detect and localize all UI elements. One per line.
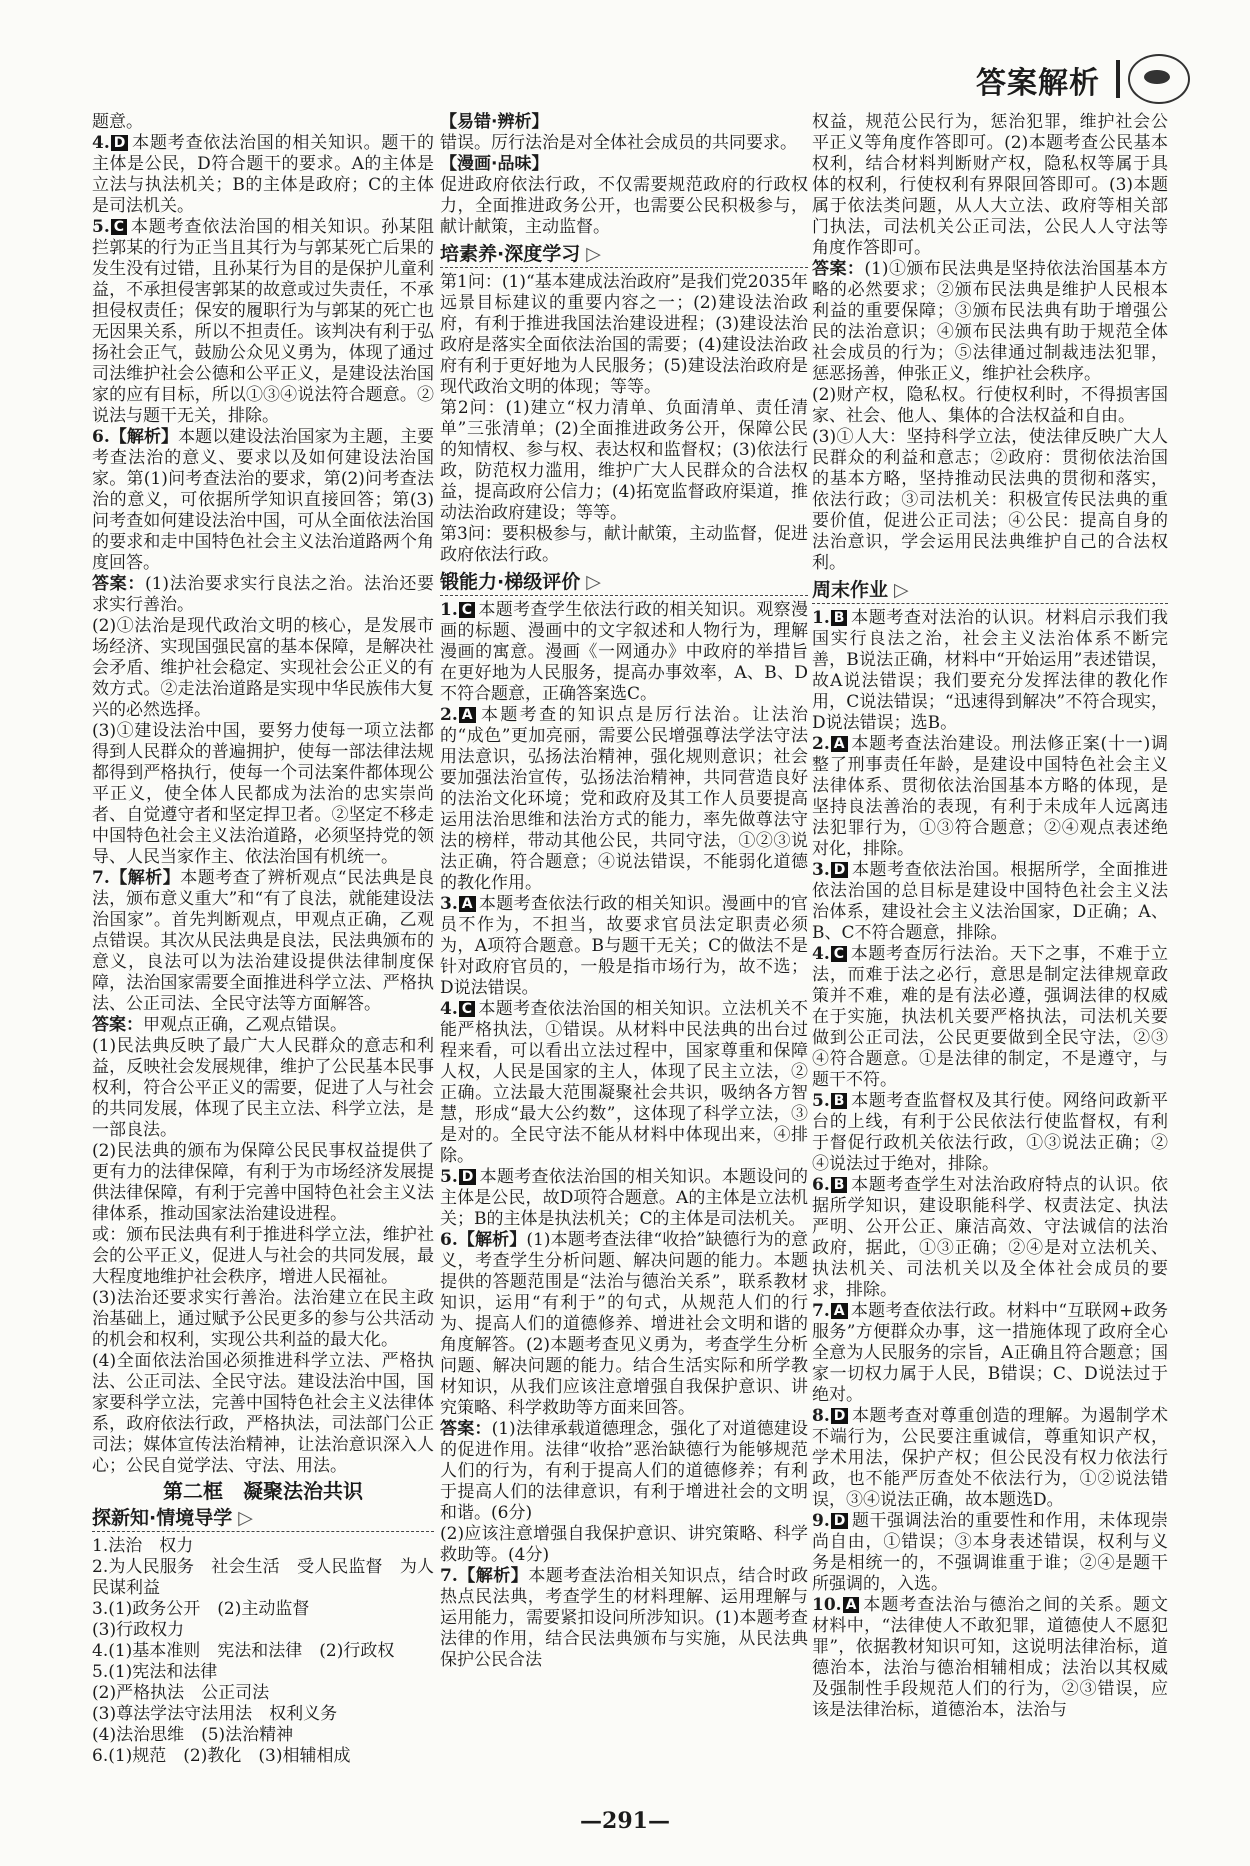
answer-item bbox=[812, 112, 1168, 259]
answer-letter: C bbox=[831, 946, 847, 962]
explore-item: 3.(1)政务公开 (2)主动监督 bbox=[92, 1599, 310, 1619]
item-number: 1. bbox=[812, 608, 830, 628]
item-text: 本题考查了辨析观点“民法典是良法，颁布意义重大”和“有了良法，就能建设法治国家”。首先判断观点，甲观点正确，乙观点错误。其次从民法典是良法，民法典颁布的意义，良法可以为法治建设提供法律制度保障，法治国家需要全面推进科学立法、严格执法、公正司法、全民守法等方面解答。 bbox=[92, 868, 434, 1014]
label-tag: 【解析】 bbox=[457, 1230, 527, 1250]
item-text: 权益，规范公民行为，惩治犯罪，维护社会公平正义等角度作答即可。(2)本题考查公民基本权利，结合材料判断财产权，隐私权等属于具体的权利，行使权利有界限回答即可。(3)本题属于依法类问题，从人大立法、政府等相关部门执法，司法机关公正司法，公民人人守法等角度作答即可。 bbox=[812, 112, 1168, 258]
answer-letter: A bbox=[831, 736, 848, 752]
answer-letter: C bbox=[459, 602, 475, 618]
answer-item bbox=[812, 1406, 1168, 1511]
answer-letter: A bbox=[459, 707, 476, 723]
answer-item bbox=[440, 1566, 808, 1671]
item-text: 本题考查依法治国的相关知识。题干的主体是公民，D符合题干的要求。A的主体是立法与执法机关；B的主体是政府；C的主体是司法机关。 bbox=[92, 133, 434, 216]
explore-item: 4.(1)基本准则 宪法和法律 (2)行政权 bbox=[92, 1641, 395, 1661]
label-tag: 答案： bbox=[812, 259, 865, 279]
item-number: 1. bbox=[440, 600, 458, 620]
item-text: 错误。厉行法治是对全体社会成员的共同要求。 bbox=[440, 133, 797, 153]
answer-item bbox=[92, 868, 434, 1015]
section-arrow-icon: ▷ bbox=[586, 571, 601, 593]
answer-item bbox=[440, 999, 808, 1167]
answer-letter: B bbox=[831, 1177, 848, 1193]
item-text: (1)民法典反映了最广大人民群众的意志和利益，反映社会发展规律，维护了公民基本民事权利，符合公平正义的需要，促进了人与社会的共同发展，体现了民主立法、科学立法，是一部良法。 bbox=[92, 1036, 434, 1140]
item-text: (1)法律承载道德理念，强化了对道德建设的促进作用。法律“收拾”恶治缺德行为能够规范人们的行为，有利于提高人们的道德修养；有利于提高人们的法律意识，有利于增进社会的文明和谐。(6分) bbox=[440, 1419, 808, 1523]
label-tag: 【解析】 bbox=[109, 868, 181, 888]
answer-item bbox=[440, 705, 808, 894]
explore-item: (4)法治思维 (5)法治精神 bbox=[92, 1725, 294, 1745]
explore-item: 1.法治 权力 bbox=[92, 1536, 194, 1556]
item-text: 促进政府依法行政，不仅需要规范政府的行政权力，全面推进政务公开，也需要公民积极参与，献计献策，主动监督。 bbox=[440, 175, 808, 237]
item-text: 本题考查依法行政的相关知识。漫画中的官员不作为，不担当，故要求官员法定职责必须为，A项符合题意。B与题干无关；C的做法不是针对政府官员的，一般是指市场行为，故不选；D说法错误。 bbox=[440, 894, 808, 998]
item-text: 本题考查对法治的认识。材料启示我们我国实行良法之治，社会主义法治体系不断完善，B说法正确，材料中“开始运用”表述错误，故A说法错误；我们要充分发挥法律的教化作用，C说法错误；“迅速得到解决”不符合现实，D说法错误；选B。 bbox=[812, 608, 1168, 733]
item-text: 本题考查依法治国。根据所学，全面推进依法治国的总目标是建设中国特色社会主义法治体系，建设社会主义法治国家，D正确；A、B、C不符合题意，排除。 bbox=[812, 860, 1168, 943]
answer-item bbox=[440, 1524, 808, 1566]
section-deep bbox=[440, 244, 808, 268]
item-text: (2)应该注意增强自我保护意识、讲究策略、科学救助等。(4分) bbox=[440, 1524, 808, 1565]
answer-item bbox=[92, 427, 434, 574]
answer-item bbox=[92, 133, 434, 217]
answer-item bbox=[92, 1288, 434, 1351]
answer-letter: C bbox=[111, 219, 127, 235]
eye-logo-icon bbox=[1128, 54, 1190, 104]
explore-item: (3)行政权力 bbox=[92, 1620, 185, 1640]
answer-item bbox=[440, 1230, 808, 1419]
item-number: 4. bbox=[812, 944, 830, 964]
answer-letter: D bbox=[831, 1408, 849, 1424]
answer-item bbox=[812, 1091, 1168, 1175]
answer-letter: B bbox=[831, 610, 848, 626]
label-tag: 答案： bbox=[440, 1419, 492, 1439]
item-number: 2. bbox=[812, 734, 830, 754]
column-middle bbox=[440, 112, 808, 1671]
section-grade bbox=[440, 572, 808, 596]
item-text: 本题考查依法治国的相关知识。孙某阻拦郭某的行为正当且其行为与郭某死亡后果的发生没有过错，且孙某行为目的是保护儿童利益，不承担侵害郭某的故意或过失责任，不承担侵权责任；保安的履职行为与郭某的死亡也无因果关系，所以不担责任。该判决有利于弘扬社会正气，鼓励公众见义勇为，体现了通过司法维护社会公德和公平正义，是建设法治国家的应有目标，所以①③④说法符合题意。②说法与题干无关，排除。 bbox=[92, 217, 434, 426]
header-title: 答案解析 bbox=[976, 66, 1100, 101]
section-arrow-icon: ▷ bbox=[894, 579, 909, 601]
item-number: 8. bbox=[812, 1406, 830, 1426]
column-right bbox=[812, 112, 1168, 1721]
item-number: 6. bbox=[440, 1230, 458, 1250]
answer-item bbox=[812, 427, 1168, 574]
item-text: 本题考查学生对法治政府特点的认识。依据所学知识，建设职能科学、权责法定、执法严明、公开公正、廉洁高效、守法诚信的法治政府，据此，①③正确；②④是对立法机关、执法机关、司法机关以及全体社会成员的要求，排除。 bbox=[812, 1175, 1168, 1300]
answer-letter: D bbox=[831, 862, 849, 878]
answer-item bbox=[812, 1175, 1168, 1301]
item-text: (2)民法典的颁布为保障公民民事权益提供了更有力的法律保障，有利于为市场经济发展提供法律保障，有利于完善中国特色社会主义法律体系，推动国家法治建设进程。 bbox=[92, 1141, 434, 1224]
item-text: 本题考查法治建设。刑法修正案(十一)调整了刑事责任年龄，是建设中国特色社会主义法律体系、贯彻依法治国基本方略的体现，是坚持良法善治的表现，有利于未成年人远离违法犯罪行为，①③符合题意；②④观点表述绝对化，排除。 bbox=[812, 734, 1168, 859]
explore-item: 5.(1)宪法和法律 bbox=[92, 1662, 218, 1682]
deep-item: 第3问：要积极参与，献计献策，主动监督，促进政府依法行政。 bbox=[440, 524, 808, 565]
label-tag: 【漫画·品味】 bbox=[440, 154, 549, 174]
answer-letter: A bbox=[831, 1303, 848, 1319]
section-title: 探新知·情境导学 bbox=[92, 1507, 233, 1529]
item-text: 本题考查依法行政。材料中“互联网+政务服务”方便群众办事，这一措施体现了政府全心全意为人民服务的宗旨，A正确且符合题意；国家一切权力属于人民，B错误；C、D说法过于绝对。 bbox=[812, 1301, 1168, 1405]
item-text: 本题以建设法治国家为主题，主要考查法治的意义、要求以及如何建设法治国家。第(1)问考查法治的要求，第(2)问考查法治的意义，可依据所学知识直接回答；第(3)问考查如何建设法治中国，可从全面依法治国的要求和走中国特色社会主义法治道路两个角度回答。 bbox=[92, 427, 435, 573]
deep-item: 第1问：(1)“基本建成法治政府”是我们党2035年远景目标建议的重要内容之一；(2)建设法治政府，有利于推进我国法治建设进程；(3)建设法治政府是落实全面依法治国的需要；(4)建设法治政府有利于更好地为人民服务；(5)建设法治政府是现代政治文明的体现；等等。 bbox=[440, 272, 808, 397]
column-left bbox=[92, 112, 434, 1767]
explore-item: (3)尊法学法守法用法 权利义务 bbox=[92, 1704, 338, 1724]
section-arrow-icon: ▷ bbox=[238, 1507, 253, 1529]
item-text: 甲观点正确，乙观点错误。 bbox=[143, 1015, 347, 1035]
answer-item bbox=[812, 1301, 1168, 1406]
answer-item bbox=[92, 217, 434, 427]
answer-item bbox=[812, 944, 1168, 1091]
item-number: 7. bbox=[92, 868, 110, 888]
item-text: (2)财产权，隐私权。行使权利时，不得损害国家、社会、他人、集体的合法权益和自由。 bbox=[812, 385, 1168, 426]
label-tag: 答案： bbox=[92, 1015, 143, 1035]
item-text: 或：颁布民法典有利于推进科学立法，维护社会的公平正义，促进人与社会的共同发展，最大程度地维护社会秩序，增进人民福祉。 bbox=[92, 1225, 434, 1287]
lesson-title: 第二框 凝聚法治共识 bbox=[163, 1479, 363, 1503]
label-tag: 【解析】 bbox=[457, 1566, 529, 1586]
answer-item bbox=[440, 600, 808, 705]
section-explore bbox=[92, 1508, 434, 1532]
item-text: (3)法治还要求实行善治。法治建立在民主政治基础上，通过赋予公民更多的参与公共活动的机会和权利，实现公共利益的最大化。 bbox=[92, 1288, 434, 1350]
answer-item bbox=[92, 112, 434, 133]
answer-letter: A bbox=[459, 896, 476, 912]
item-number: 9. bbox=[812, 1511, 830, 1531]
note-item bbox=[440, 175, 808, 238]
item-text: 本题考查监督权及其行使。网络问政新平台的上线，有利于公民依法行使监督权，有利于督促行政机关依法行政，①③说法正确；②④说法过于绝对，排除。 bbox=[812, 1091, 1168, 1174]
page-header bbox=[0, 48, 1250, 108]
item-number: 3. bbox=[440, 894, 458, 914]
answer-item bbox=[812, 259, 1168, 385]
item-text: (3)①人大：坚持科学立法，使法律反映广大人民群众的利益和意志；②政府：贯彻依法治国的基本方略，坚持推动民法典的贯彻和落实，依法行政；③司法机关：积极宣传民法典的重要价值，促进公正司法；④公民：提高自身的法治意识，学会运用民法典维护自己的合法权利。 bbox=[812, 427, 1168, 573]
answer-letter: B bbox=[831, 1093, 848, 1109]
item-number: 5. bbox=[812, 1091, 830, 1111]
item-number: 7. bbox=[440, 1566, 458, 1586]
answer-item bbox=[440, 894, 808, 999]
answer-item bbox=[92, 1351, 434, 1477]
item-text: 本题考查厉行法治。天下之事，不难于立法，而难于法之必行，意思是制定法律规章政策并不难，难的是有法必遵，强调法律的权威在于实施，执法机关要严格执法，司法机关要做到公正司法，公民更要做到全民守法，②③④符合题意。①是法律的制定，不是遵守，与题干不符。 bbox=[812, 944, 1168, 1090]
item-text: 本题考查对尊重创造的理解。为遏制学术不端行为，公民要注重诚信，尊重知识产权，学术用法，保护产权；但公民没有权力依法行政，也不能严厉查处不依法行为，①②说法错误，③④说法正确，故本题选D。 bbox=[812, 1406, 1168, 1510]
note-item bbox=[440, 112, 808, 133]
header-divider bbox=[1116, 60, 1120, 98]
item-text: 本题考查法治相关知识点，结合时政热点民法典，考查学生的材料理解、运用理解与运用能力，需要紧扣设问所涉知识。(1)本题考查法律的作用，结合民法典颁布与实施，从民法典保护公民合法 bbox=[440, 1566, 808, 1670]
item-text: 本题考查的知识点是厉行法治。让法治的“成色”更加亮丽，需要公民增强尊法学法守法用法意识，弘扬法治精神，强化规则意识；社会要加强法治宣传，弘扬法治精神，共同营造良好的法治文化环境；党和政府及其工作人员要提高运用法治思维和法治方式的能力，率先做尊法守法的榜样，带动其他公民，共同守法，①②③说法正确，符合题意；④说法错误，不能弱化道德的教化作用。 bbox=[440, 705, 808, 893]
answer-letter: A bbox=[843, 1597, 860, 1613]
item-number: 6. bbox=[812, 1175, 830, 1195]
item-text: (2)①法治是现代政治文明的核心，是发展市场经济、实现国强民富的基本保障，是解决社会矛盾、维护社会稳定、实现社会公正义的有效方式。②走法治道路是实现中华民族伟大复兴的必然选择。 bbox=[92, 616, 434, 720]
answer-item bbox=[812, 385, 1168, 427]
item-number: 10. bbox=[812, 1595, 842, 1615]
item-number: 4. bbox=[440, 999, 458, 1019]
label-tag: 【解析】 bbox=[109, 427, 179, 447]
answer-item bbox=[92, 574, 434, 616]
answer-item bbox=[812, 860, 1168, 944]
section-title: 锻能力·梯级评价 bbox=[440, 571, 581, 593]
item-text: 题意。 bbox=[92, 112, 143, 132]
answer-item bbox=[92, 1141, 434, 1225]
section-arrow-icon: ▷ bbox=[586, 243, 601, 265]
answer-letter: C bbox=[459, 1001, 475, 1017]
item-text: (1)法治要求实行良法之治。法治还要求实行善治。 bbox=[92, 574, 434, 615]
section-title: 周末作业 bbox=[812, 579, 889, 601]
label-tag: 答案： bbox=[92, 574, 145, 594]
item-text: 本题考查学生依法行政的相关知识。观察漫画的标题、漫画中的文字叙述和人物行为，理解漫画的寓意。漫画《一网通办》中政府的举措旨在更好地为人民服务，提高办事效率，A、B、D不符合题意，正确答案选C。 bbox=[440, 600, 808, 704]
answer-item bbox=[92, 721, 434, 868]
answer-item bbox=[92, 1015, 434, 1036]
answer-item bbox=[92, 1225, 434, 1288]
answer-letter: D bbox=[831, 1513, 849, 1529]
item-text: (1)本题考查法律“收拾”缺德行为的意义，考查学生分析问题、解决问题的能力。本题提供的答题范围是“法治与德治关系”，联系教材知识，运用“有利于”的句式，从规范人们的行为、提高人们的道德修养、增进社会文明和谐的角度解答。(2)本题考查见义勇为，考查学生分析问题、解决问题的能力。结合生活实际和所学教材知识，从我们应该注意增强自我保护意识、讲究策略、科学救助等方面来回答。 bbox=[440, 1230, 809, 1418]
answer-item bbox=[440, 1419, 808, 1524]
item-number: 7. bbox=[812, 1301, 830, 1321]
item-number: 3. bbox=[812, 860, 830, 880]
answer-item bbox=[812, 734, 1168, 860]
item-text: (3)①建设法治中国，要努力使每一项立法都得到人民群众的普遍拥护，使每一部法律法规都得到严格执行，使每一个司法案件都体现公平正义，使全体人民都成为法治的忠实崇尚者、自觉遵守者和坚定捍卫者。②坚定不移走中国特色社会主义法治道路，必须坚持党的领导、人民当家作主、依法治国有机统一。 bbox=[92, 721, 434, 867]
label-tag: 【易错·辨析】 bbox=[440, 112, 549, 132]
page-number: —291— bbox=[580, 1808, 670, 1834]
note-item bbox=[440, 154, 808, 175]
explore-item: 6.(1)规范 (2)教化 (3)相辅相成 bbox=[92, 1746, 351, 1766]
answer-item bbox=[92, 616, 434, 721]
answer-letter: D bbox=[459, 1169, 477, 1185]
answer-item bbox=[92, 1036, 434, 1141]
answer-item bbox=[812, 1511, 1168, 1595]
item-number: 5. bbox=[92, 217, 110, 237]
answer-item bbox=[812, 608, 1168, 734]
item-number: 5. bbox=[440, 1167, 458, 1187]
section-weekend bbox=[812, 580, 1168, 604]
note-item bbox=[440, 133, 808, 154]
item-text: 本题考查依法治国的相关知识。本题设问的主体是公民，故D项符合题意。A的主体是立法机关；B的主体是执法机关；C的主体是司法机关。 bbox=[440, 1167, 808, 1229]
item-text: (4)全面依法治国必须推进科学立法、严格执法、公正司法、全民守法。建设法治中国，国家要科学立法，完善中国特色社会主义法律体系，政府依法行政，严格执法，司法部门公正司法；媒体宣传法治精神，让法治意识深入人心；公民自觉学法、守法、用法。 bbox=[92, 1351, 434, 1476]
item-text: 本题考查依法治国的相关知识。立法机关不能严格执法，①错误。从材料中民法典的出台过程来看，可以看出立法过程中，国家尊重和保障人权，人民是国家的主人，体现了民主立法，②正确。立法最大范围凝聚社会共识，吸纳各方智慧，形成“最大公约数”，这体现了科学立法，③是对的。全民守法不能从材料中体现出来，④排除。 bbox=[440, 999, 808, 1166]
answer-item bbox=[440, 1167, 808, 1230]
answer-item bbox=[812, 1595, 1168, 1721]
item-number: 4. bbox=[92, 133, 110, 153]
deep-item: 第2问：(1)建立“权力清单、负面清单、责任清单”三张清单；(2)全面推进政务公开，保障公民的知情权、参与权、表达权和监督权；(3)依法行政，防范权力滥用，维护广大人民群众的合法权益，提高政府公信力；(4)拓宽监督政府渠道，推动法治政府建设；等等。 bbox=[440, 398, 808, 523]
item-number: 2. bbox=[440, 705, 458, 725]
item-number: 6. bbox=[92, 427, 110, 447]
item-text: (1)①颁布民法典是坚持依法治国基本方略的必然要求；②颁布民法典是维护人民根本利益的重要保障；③颁布民法典有助于增强公民的法治意识；④颁布民法典有助于规范全体社会成员的行为；⑤法律通过制裁违法犯罪，惩恶扬善，伸张正义，维护社会秩序。 bbox=[812, 259, 1168, 384]
item-text: 本题考查法治与德治之间的关系。题文材料中，“法律使人不敢犯罪，道德使人不愿犯罪”，依据教材知识可知，这说明法律治标，道德治本，法治与德治相辅相成；法治以其权威及强制性手段规范人们的行为，②③错误，应该是法律治标，道德治本，法治与 bbox=[812, 1595, 1168, 1720]
item-text: 题干强调法治的重要性和作用，未体现崇尚自由，①错误；③本身表述错误，权利与义务是相统一的，不强调谁重于谁；②④是题干所强调的，入选。 bbox=[812, 1511, 1168, 1594]
answer-letter: D bbox=[111, 135, 129, 151]
explore-item: (2)严格执法 公正司法 bbox=[92, 1683, 270, 1703]
section-title: 培素养·深度学习 bbox=[440, 243, 581, 265]
explore-item: 2.为人民服务 社会生活 受人民监督 为人民谋利益 bbox=[92, 1557, 434, 1598]
